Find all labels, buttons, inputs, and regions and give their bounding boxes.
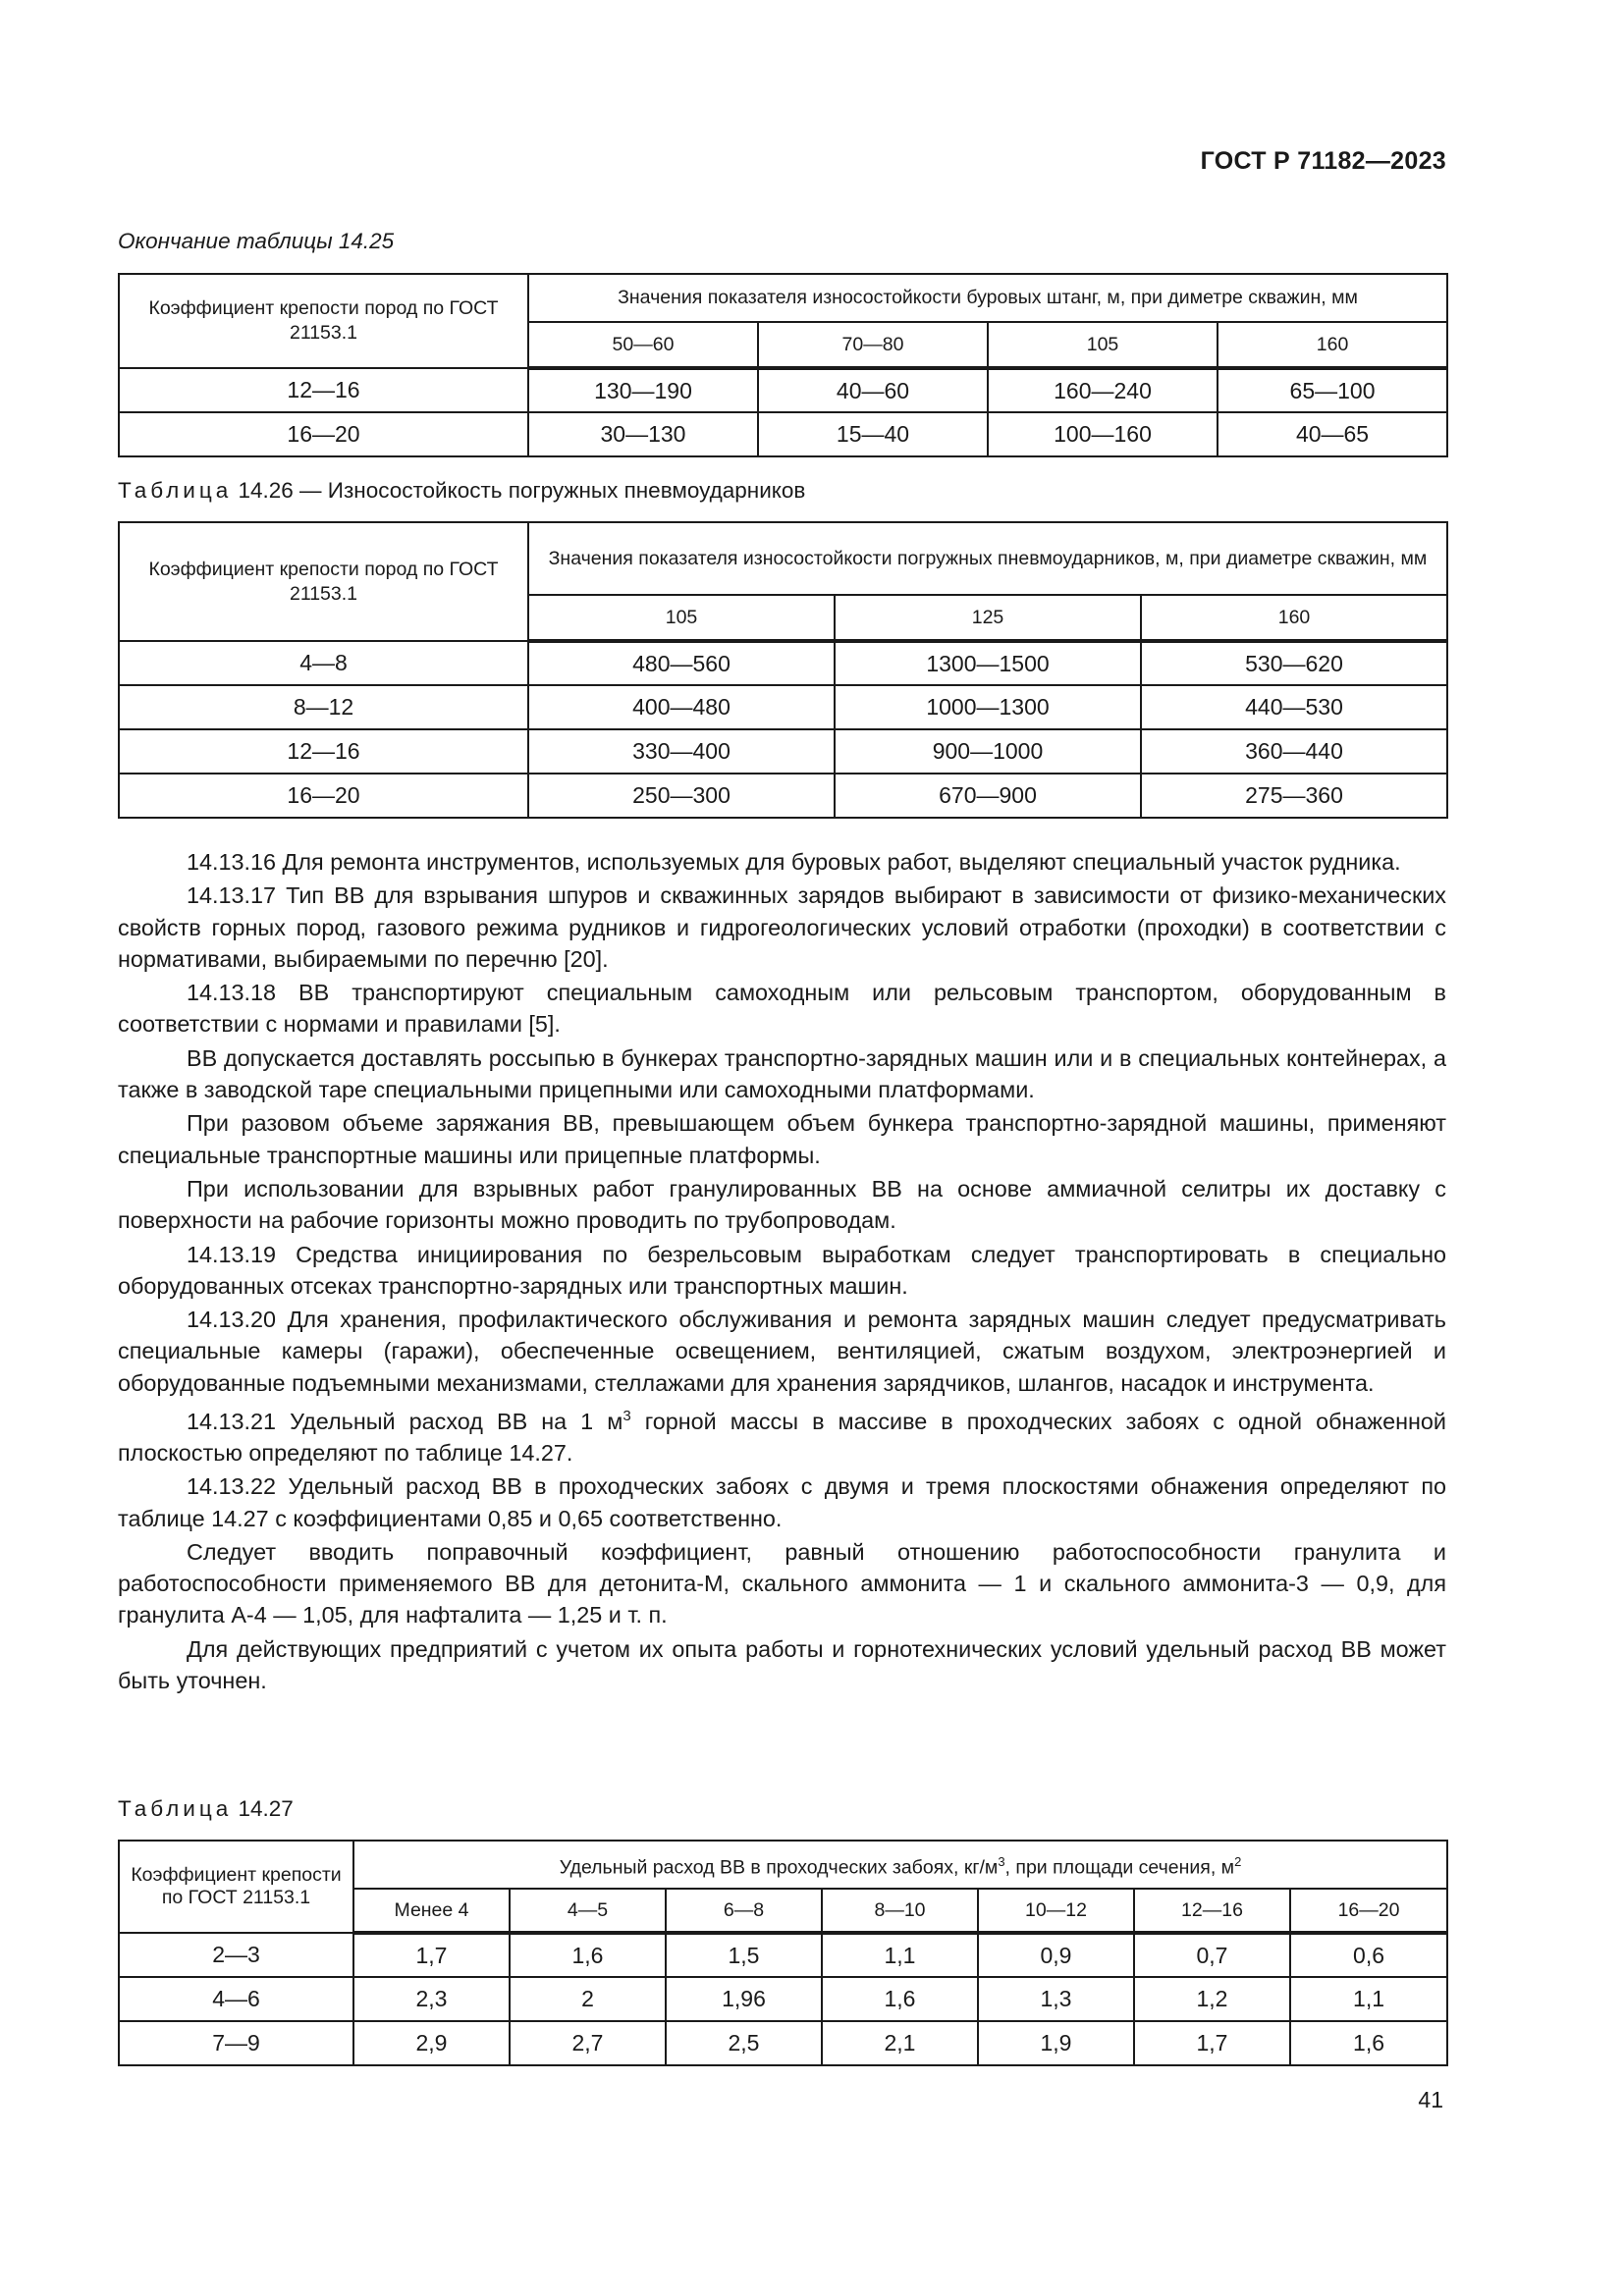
- table-cell: 1300—1500: [835, 641, 1141, 685]
- table-cell: 400—480: [528, 685, 835, 729]
- table-1425-caption: Окончание таблицы 14.25: [118, 229, 395, 253]
- table-cell: 4—8: [119, 641, 528, 685]
- table-cell: 2,7: [510, 2021, 666, 2065]
- table-caption-text: 14.26 — Износостойкость погружных пневмоударников: [232, 478, 806, 503]
- table-cell: 1,96: [666, 1977, 822, 2021]
- table-1427: [118, 1840, 1448, 2066]
- table-cell: 275—360: [1141, 774, 1447, 818]
- paragraph: 14.13.20 Для хранения, профилактического обслуживания и ремонта зарядных машин следует предусматривать специальные камеры (гаражи), обеспеченные освещением, вентиляцией, сжатым воздухом, электроэнергией и оборудованные подъемными механизмами, стеллажами для хранения зарядчиков, шлангов, насадок и инструмента.: [118, 1307, 1446, 1396]
- table-cell: 2,1: [822, 2021, 978, 2065]
- table-cell: 1,6: [822, 1977, 978, 2021]
- table-row: [119, 729, 1447, 774]
- table-cell: 330—400: [528, 729, 835, 774]
- table-caption-label: Таблица: [118, 478, 233, 503]
- table-cell: 1,7: [1134, 2021, 1290, 2065]
- table-row: [119, 1933, 1447, 1977]
- table-1427-col-header: 10—12: [978, 1889, 1134, 1933]
- table-1425-col-header: 50—60: [528, 322, 758, 368]
- table-cell: 12—16: [119, 368, 528, 412]
- paragraph: 14.13.22 Удельный расход ВВ в проходческих забоях с двумя и тремя плоскостями обнажения определяют по таблице 14.27 с коэффициентами 0,85 и 0,65 соответственно.: [118, 1473, 1446, 1531]
- table-row: [119, 368, 1447, 412]
- table-1427-col-header: 8—10: [822, 1889, 978, 1933]
- table-1427-col-header: Менее 4: [353, 1889, 510, 1933]
- table-cell: 130—190: [528, 368, 758, 412]
- table-cell: 670—900: [835, 774, 1141, 818]
- paragraph-text: 14.13.21 Удельный расход ВВ на 1 м: [187, 1408, 623, 1434]
- table-caption-label: Таблица: [118, 1796, 233, 1821]
- body-text: [118, 846, 1446, 1698]
- table-1425-row-header: Коэффициент крепости пород по ГОСТ 21153.1: [119, 274, 528, 368]
- table-cell: 0,9: [978, 1933, 1134, 1977]
- paragraph: При разовом объеме заряжания ВВ, превышающем объем бункера транспортно-зарядной машины, применяют специальные транспортные машины или прицепные платформы.: [118, 1110, 1446, 1168]
- paragraph: 14.13.17 Тип ВВ для взрывания шпуров и скважинных зарядов выбирают в зависимости от физико-механических свойств горных пород, газового режима рудников и гидрогеологических условий отработки (проходки) в соответствии с нормативами, выбираемыми по перечню [20].: [118, 882, 1446, 972]
- table-cell: 0,6: [1290, 1933, 1447, 1977]
- table-cell: 16—20: [119, 412, 528, 456]
- table-cell: 1,5: [666, 1933, 822, 1977]
- table-1426-caption: [118, 478, 805, 504]
- table-cell: 1,9: [978, 2021, 1134, 2065]
- paragraph: 14.13.19 Средства инициирования по безрельсовым выработкам следует транспортировать в специально оборудованных отсеках транспортно-зарядных или транспортных машин.: [118, 1241, 1446, 1299]
- document-id: ГОСТ Р 71182—2023: [1200, 147, 1446, 175]
- table-1427-col-header: 16—20: [1290, 1889, 1447, 1933]
- table-row: [119, 685, 1447, 729]
- paragraph: Следует вводить поправочный коэффициент, равный отношению работоспособности гранулита и работоспособности применяемого ВВ для детонита-М, скального аммонита — 1 и скального аммонита-3 — 0,9, для гранулита А-4 — 1,05, для нафталита — 1,25 и т. п.: [118, 1538, 1446, 1629]
- table-cell: 0,7: [1134, 1933, 1290, 1977]
- table-1427-col-header: 12—16: [1134, 1889, 1290, 1933]
- table-cell: 1,2: [1134, 1977, 1290, 2021]
- paragraph: ВВ допускается доставлять россыпью в бункерах транспортно-зарядных машин или и в специальных контейнерах, а также в заводской таре специальными прицепными или самоходными платформами.: [118, 1044, 1446, 1102]
- table-1427-caption: [118, 1796, 294, 1822]
- table-cell: 12—16: [119, 729, 528, 774]
- table-row: [119, 641, 1447, 685]
- table-cell: 16—20: [119, 774, 528, 818]
- table-1426-col-header: 105: [528, 595, 835, 641]
- table-caption-text: 14.27: [232, 1796, 294, 1821]
- table-1426: [118, 521, 1448, 819]
- table-cell: 4—6: [119, 1977, 353, 2021]
- superscript: 3: [998, 1853, 1005, 1869]
- table-cell: 2: [510, 1977, 666, 2021]
- table-1427-row-header: Коэффициент крепости по ГОСТ 21153.1: [119, 1841, 353, 1933]
- header-text: , при площади сечения, м: [1004, 1856, 1235, 1879]
- table-cell: 2—3: [119, 1933, 353, 1977]
- table-cell: 1,6: [1290, 2021, 1447, 2065]
- table-row: [119, 774, 1447, 818]
- table-1425-group-header: Значения показателя износостойкости буровых штанг, м, при диметре скважин, мм: [528, 274, 1447, 322]
- table-1427-col-header: 6—8: [666, 1889, 822, 1933]
- superscript: 3: [623, 1407, 631, 1424]
- table-1427-col-header: 4—5: [510, 1889, 666, 1933]
- table-cell: 1,3: [978, 1977, 1134, 2021]
- table-cell: 7—9: [119, 2021, 353, 2065]
- table-cell: 1,6: [510, 1933, 666, 1977]
- table-1426-col-header: 125: [835, 595, 1141, 641]
- table-1426-col-header: 160: [1141, 595, 1447, 641]
- table-cell: 65—100: [1218, 368, 1447, 412]
- table-cell: 480—560: [528, 641, 835, 685]
- table-row: [119, 1977, 1447, 2021]
- table-cell: 1,7: [353, 1933, 510, 1977]
- page-number: 41: [1418, 2087, 1443, 2112]
- table-cell: 2,5: [666, 2021, 822, 2065]
- paragraph: 14.13.18 ВВ транспортируют специальным самоходным или рельсовым транспортом, оборудованным в соответствии с нормами и правилами [5].: [118, 980, 1446, 1038]
- table-cell: 1,1: [822, 1933, 978, 1977]
- table-1426-group-header: Значения показателя износостойкости погружных пневмоударников, м, при диаметре скважин, мм: [528, 522, 1447, 595]
- table-1425-col-header: 70—80: [758, 322, 988, 368]
- table-cell: 1000—1300: [835, 685, 1141, 729]
- table-cell: 2,9: [353, 2021, 510, 2065]
- paragraph-text: горной массы в массиве в проходческих забоях с одной обнаженной плоскостью определяют по таблице 14.27.: [118, 1408, 1446, 1466]
- table-1427-group-header: [353, 1841, 1447, 1889]
- table-1425: [118, 273, 1448, 457]
- paragraph: Для действующих предприятий с учетом их опыта работы и горнотехнических условий удельный расход ВВ может быть уточнен.: [118, 1635, 1446, 1693]
- table-cell: 2,3: [353, 1977, 510, 2021]
- table-1426-row-header: Коэффициент крепости пород по ГОСТ 21153.1: [119, 522, 528, 641]
- table-cell: 160—240: [988, 368, 1218, 412]
- table-cell: 15—40: [758, 412, 988, 456]
- table-cell: 900—1000: [835, 729, 1141, 774]
- table-cell: 40—65: [1218, 412, 1447, 456]
- header-text: Удельный расход ВВ в проходческих забоях, кг/м: [559, 1856, 999, 1879]
- table-1425-col-header: 105: [988, 322, 1218, 368]
- table-cell: 250—300: [528, 774, 835, 818]
- table-cell: 30—130: [528, 412, 758, 456]
- table-cell: 100—160: [988, 412, 1218, 456]
- table-cell: 1,1: [1290, 1977, 1447, 2021]
- table-cell: 8—12: [119, 685, 528, 729]
- table-1425-col-header: 160: [1218, 322, 1447, 368]
- paragraph: 14.13.16 Для ремонта инструментов, используемых для буровых работ, выделяют специальный участок рудника.: [187, 849, 1401, 875]
- paragraph: [118, 1401, 1446, 1468]
- table-row: [119, 2021, 1447, 2065]
- table-cell: 530—620: [1141, 641, 1447, 685]
- table-row: [119, 412, 1447, 456]
- superscript: 2: [1234, 1853, 1242, 1869]
- table-cell: 360—440: [1141, 729, 1447, 774]
- table-cell: 40—60: [758, 368, 988, 412]
- paragraph: При использовании для взрывных работ гранулированных ВВ на основе аммиачной селитры их доставку с поверхности на рабочие горизонты можно проводить по трубопроводам.: [118, 1175, 1446, 1234]
- table-cell: 440—530: [1141, 685, 1447, 729]
